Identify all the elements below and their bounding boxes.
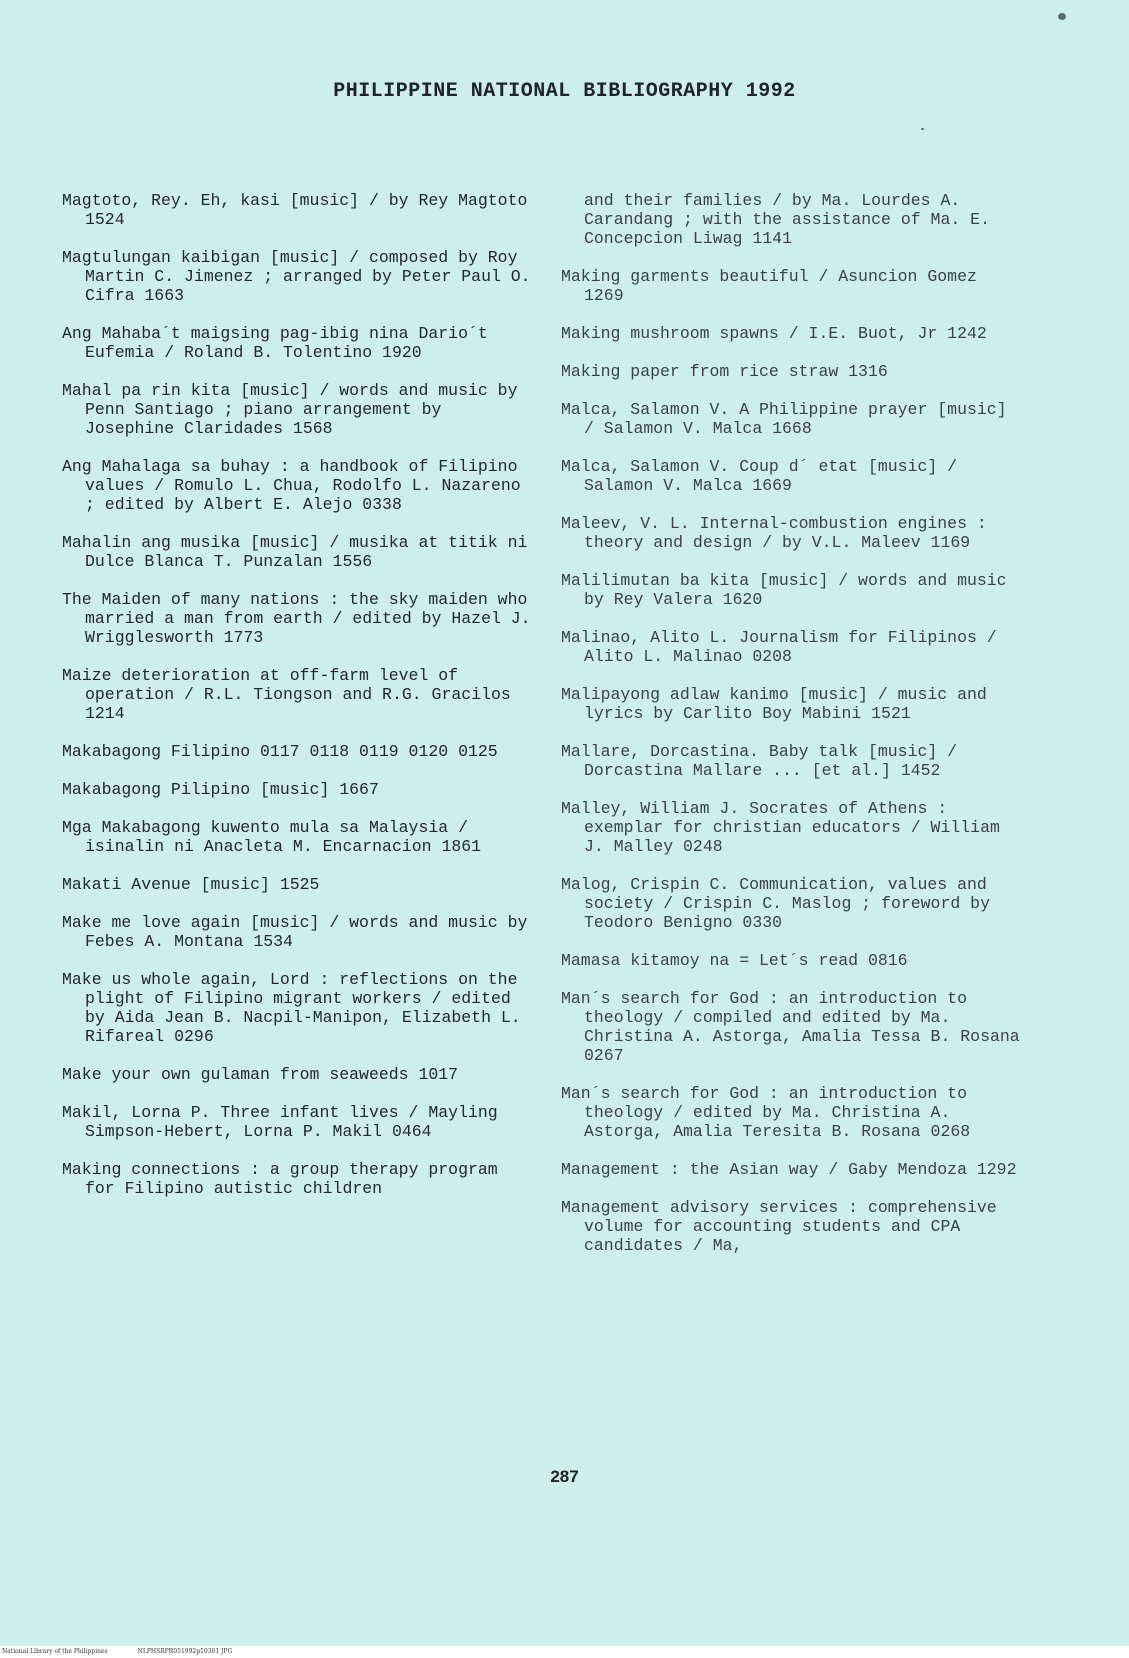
- bibliography-entry: Make your own gulaman from seaweeds 1017: [62, 1065, 459, 1084]
- bibliography-entry: Mga Makabagong kuwento mula sa Malaysia / isinalin ni Anacleta M. Encarnacion 1861: [62, 818, 482, 856]
- footer-source: National Library of the Philippines: [2, 1648, 108, 1655]
- right-column: [561, 191, 1021, 1274]
- bibliography-entry: Make us whole again, Lord : reflections on the plight of Filipino migrant workers / edited by Aida Jean B. Nacpil-Manipon, Elizabeth L. Rifareal 0296: [62, 970, 521, 1046]
- bibliography-entry: Makabagong Filipino 0117 0118 0119 0120 0125: [62, 742, 498, 761]
- bibliography-entry: Malca, Salamon V. Coup d´ etat [music] / Salamon V. Malca 1669: [561, 457, 958, 495]
- bibliography-entry: Making connections : a group therapy program for Filipino autistic children: [62, 1160, 498, 1198]
- bibliography-entry: Man´s search for God : an introduction to theology / edited by Ma. Christina A. Astorga, Amalia Teresita B. Rosana 0268: [561, 1084, 971, 1141]
- bibliography-entry: Mahalin ang musika [music] / musika at titik ni Dulce Blanca T. Punzalan 1556: [62, 533, 528, 571]
- bibliography-entry: Magtoto, Rey. Eh, kasi [music] / by Rey Magtoto 1524: [62, 191, 528, 229]
- bibliography-entry: Makati Avenue [music] 1525: [62, 875, 320, 894]
- bibliography-entry: Ang Mahaba´t maigsing pag-ibig nina Dario´t Eufemia / Roland B. Tolentino 1920: [62, 324, 488, 362]
- bibliography-entry: Ang Mahalaga sa buhay : a handbook of Filipino values / Romulo L. Chua, Rodolfo L. Nazareno ; edited by Albert E. Alejo 0338: [62, 457, 521, 514]
- bibliography-entry: Maize deterioration at off-farm level of operation / R.L. Tiongson and R.G. Gracilos 1214: [62, 666, 511, 723]
- bibliography-entry: Mahal pa rin kita [music] / words and music by Penn Santiago ; piano arrangement by Josephine Claridades 1568: [62, 381, 518, 438]
- bibliography-entry: Making paper from rice straw 1316: [561, 362, 888, 381]
- bibliography-entry: The Maiden of many nations : the sky maiden who married a man from earth / edited by Hazel J. Wrigglesworth 1773: [62, 590, 531, 647]
- bibliography-entry: Mallare, Dorcastina. Baby talk [music] / Dorcastina Mallare ... [et al.] 1452: [561, 742, 958, 780]
- bibliography-entry: Malog, Crispin C. Communication, values and society / Crispin C. Maslog ; foreword by Teodoro Benigno 0330: [561, 875, 990, 932]
- bibliography-entry: Malca, Salamon V. A Philippine prayer [music] / Salamon V. Malca 1668: [561, 400, 1007, 438]
- bibliography-entry: Mamasa kitamoy na = Let´s read 0816: [561, 951, 908, 970]
- page-number: 287: [550, 1467, 579, 1486]
- bibliography-entry: Makil, Lorna P. Three infant lives / Mayling Simpson-Hebert, Lorna P. Makil 0464: [62, 1103, 498, 1141]
- paper-speck: [1058, 13, 1066, 20]
- bibliography-entry: Malilimutan ba kita [music] / words and music by Rey Valera 1620: [561, 571, 1007, 609]
- bibliography-entry-continuation: and their families / by Ma. Lourdes A. Carandang ; with the assistance of Ma. E. Concepcion Liwag 1141: [584, 191, 990, 248]
- left-column: [62, 191, 532, 1217]
- paper-speck: [921, 128, 924, 130]
- bibliography-entry: Man´s search for God : an introduction to theology / compiled and edited by Ma. Christina A. Astorga, Amalia Tessa B. Rosana 0267: [561, 989, 1020, 1065]
- bibliography-entry: Malipayong adlaw kanimo [music] / music and lyrics by Carlito Boy Mabini 1521: [561, 685, 987, 723]
- bibliography-entry: Management advisory services : comprehensive volume for accounting students and CPA candidates / Ma,: [561, 1198, 997, 1255]
- bibliography-entry: Maleev, V. L. Internal-combustion engines : theory and design / by V.L. Maleev 1169: [561, 514, 987, 552]
- page-title: PHILIPPINE NATIONAL BIBLIOGRAPHY 1992: [333, 80, 796, 103]
- bibliography-entry: Makabagong Pilipino [music] 1667: [62, 780, 379, 799]
- scan-footer: [2, 1648, 232, 1656]
- bibliography-entry: Making mushroom spawns / I.E. Buot, Jr 1242: [561, 324, 987, 343]
- bibliography-entry: Management : the Asian way / Gaby Mendoza 1292: [561, 1160, 1017, 1179]
- bibliography-entry: Magtulungan kaibigan [music] / composed by Roy Martin C. Jimenez ; arranged by Peter Paul O. Cifra 1663: [62, 248, 531, 305]
- bibliography-entry: Make me love again [music] / words and music by Febes A. Montana 1534: [62, 913, 528, 951]
- bibliography-entry: Malinao, Alito L. Journalism for Filipinos / Alito L. Malinao 0208: [561, 628, 997, 666]
- bibliography-entry: Malley, William J. Socrates of Athens : exemplar for christian educators / William J. Malley 0248: [561, 799, 1000, 856]
- footer-code: NLPHSRPR051992p10301 JPG: [137, 1648, 233, 1655]
- bibliography-entry: Making garments beautiful / Asuncion Gomez 1269: [561, 267, 977, 305]
